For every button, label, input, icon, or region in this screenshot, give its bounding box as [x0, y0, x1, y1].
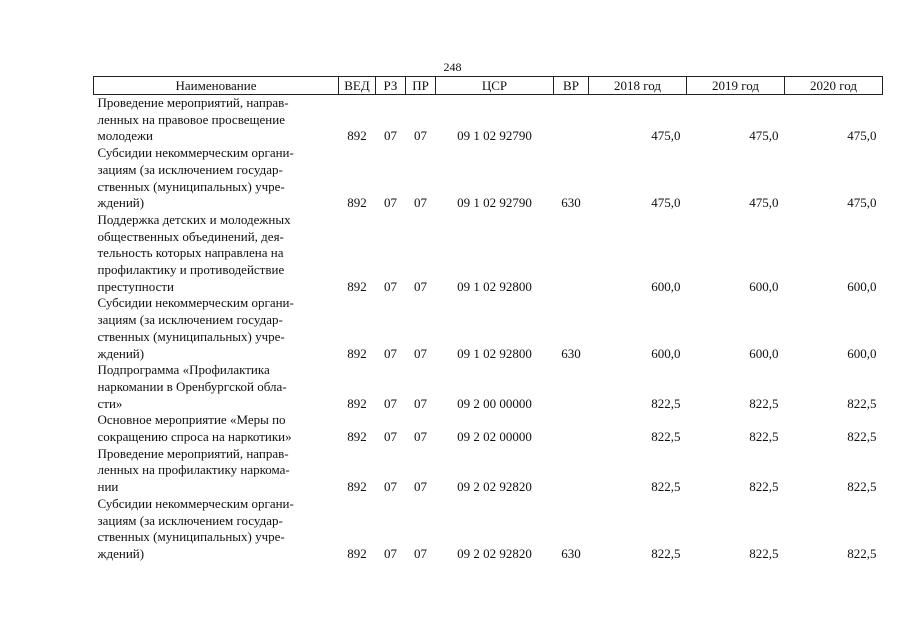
row-csr: 09 2 00 00000 [457, 395, 532, 411]
row-2020: 475,0 [847, 128, 877, 144]
row-rz: 07 [384, 479, 397, 495]
row-csr: 09 1 02 92800 [457, 345, 532, 361]
row-2019: 475,0 [749, 195, 779, 211]
header-vr: ВР [554, 77, 589, 95]
row-name-line: зациям (за исключением государ- [97, 161, 283, 177]
row-ved: 892 [347, 479, 367, 495]
row-2020: 475,0 [847, 195, 877, 211]
row-csr: 09 1 02 92800 [457, 278, 532, 294]
row-2018: 475,0 [651, 195, 681, 211]
row-name-line: общественных объединений, дея- [97, 228, 284, 244]
header-2019: 2019 год [687, 77, 785, 95]
row-name [94, 212, 339, 296]
row-name-line: Основное мероприятие «Меры по [97, 412, 286, 428]
table-row [94, 446, 883, 496]
row-2018: 822,5 [651, 429, 681, 445]
row-name-line: ждений) [97, 345, 145, 361]
row-2019: 822,5 [749, 545, 779, 561]
row-2019: 600,0 [749, 278, 779, 294]
row-ved: 892 [347, 345, 367, 361]
row-name-line: ственных (муниципальных) учре- [97, 328, 285, 344]
row-name-line: ленных на профилактику наркома- [97, 462, 290, 478]
table-body [94, 95, 883, 563]
row-csr: 09 2 02 92820 [457, 479, 532, 495]
header-2020: 2020 год [785, 77, 883, 95]
table-row [94, 145, 883, 212]
row-vr [554, 212, 589, 296]
page-number: 248 [443, 60, 462, 74]
row-name-line: тельность которых направлена на [97, 245, 284, 261]
row-name-line: Субсидии некоммерческим органи- [97, 295, 294, 311]
table-row [94, 95, 883, 146]
row-2020: 822,5 [847, 395, 877, 411]
row-2020: 822,5 [847, 545, 877, 561]
header-name: Наименование [94, 77, 339, 95]
row-ved: 892 [347, 128, 367, 144]
header-2018: 2018 год [589, 77, 687, 95]
row-rz: 07 [384, 429, 397, 445]
row-vr [554, 412, 589, 445]
table-header-row [94, 77, 883, 95]
row-csr: 09 2 02 92820 [457, 545, 532, 561]
table-row [94, 295, 883, 362]
header-ved: ВЕД [339, 77, 376, 95]
row-name-line: Проведение мероприятий, направ- [97, 445, 289, 461]
row-pr: 07 [414, 195, 427, 211]
budget-table [93, 76, 883, 563]
row-name-line: сти» [97, 395, 123, 411]
row-name-line: ленных на правовое просвещение [97, 111, 285, 127]
row-2018: 822,5 [651, 479, 681, 495]
row-name-line: нии [97, 479, 119, 495]
row-2020: 600,0 [847, 345, 877, 361]
row-name-line: профилактику и противодействие [97, 262, 285, 278]
row-2019: 822,5 [749, 479, 779, 495]
row-2020: 822,5 [847, 479, 877, 495]
table-row [94, 212, 883, 296]
row-ved: 892 [347, 429, 367, 445]
row-name-line: ждений) [97, 545, 145, 561]
row-name-line: ждений) [97, 195, 145, 211]
row-vr [554, 446, 589, 496]
row-name-line: Проведение мероприятий, направ- [97, 95, 289, 110]
row-pr: 07 [414, 545, 427, 561]
header-csr: ЦСР [436, 77, 554, 95]
row-ved: 892 [347, 395, 367, 411]
row-rz: 07 [384, 395, 397, 411]
row-2019: 822,5 [749, 395, 779, 411]
row-name-line: наркомании в Оренбургской обла- [97, 378, 287, 394]
row-name-line: зациям (за исключением государ- [97, 312, 283, 328]
row-name [94, 295, 339, 362]
row-2018: 600,0 [651, 278, 681, 294]
row-name-line: Субсидии некоммерческим органи- [97, 145, 294, 161]
table-row [94, 496, 883, 563]
row-pr: 07 [414, 278, 427, 294]
row-name [94, 446, 339, 496]
row-csr: 09 1 02 92790 [457, 128, 532, 144]
row-name [94, 412, 339, 445]
row-pr: 07 [414, 395, 427, 411]
row-vr [554, 95, 589, 146]
row-name-line: ственных (муниципальных) учре- [97, 529, 285, 545]
row-2019: 600,0 [749, 345, 779, 361]
row-rz: 07 [384, 345, 397, 361]
row-name [94, 145, 339, 212]
row-pr: 07 [414, 429, 427, 445]
row-vr: 630 [561, 345, 581, 361]
row-2018: 600,0 [651, 345, 681, 361]
row-2018: 822,5 [651, 545, 681, 561]
row-ved: 892 [347, 195, 367, 211]
row-rz: 07 [384, 278, 397, 294]
row-2020: 822,5 [847, 429, 877, 445]
row-name-line: Субсидии некоммерческим органи- [97, 495, 294, 511]
table-row [94, 412, 883, 445]
row-name-line: сокращению спроса на наркотики» [97, 429, 292, 445]
row-2020: 600,0 [847, 278, 877, 294]
row-name-line: молодежи [97, 128, 153, 144]
row-vr: 630 [561, 195, 581, 211]
row-vr: 630 [561, 545, 581, 561]
row-rz: 07 [384, 545, 397, 561]
row-name [94, 496, 339, 563]
row-2018: 475,0 [651, 128, 681, 144]
header-pr: ПР [406, 77, 436, 95]
row-ved: 892 [347, 545, 367, 561]
row-name-line: Подпрограмма «Профилактика [97, 362, 270, 378]
row-pr: 07 [414, 345, 427, 361]
row-name-line: преступности [97, 278, 174, 294]
header-rz: РЗ [376, 77, 406, 95]
row-2018: 822,5 [651, 395, 681, 411]
row-ved: 892 [347, 278, 367, 294]
row-name [94, 95, 339, 146]
row-name [94, 362, 339, 412]
row-pr: 07 [414, 128, 427, 144]
row-csr: 09 1 02 92790 [457, 195, 532, 211]
row-name-line: Поддержка детских и молодежных [97, 211, 291, 227]
row-pr: 07 [414, 479, 427, 495]
row-rz: 07 [384, 195, 397, 211]
row-2019: 822,5 [749, 429, 779, 445]
row-rz: 07 [384, 128, 397, 144]
row-name-line: ственных (муниципальных) учре- [97, 178, 285, 194]
row-name-line: зациям (за исключением государ- [97, 512, 283, 528]
row-vr [554, 362, 589, 412]
row-2019: 475,0 [749, 128, 779, 144]
row-csr: 09 2 02 00000 [457, 429, 532, 445]
table-row [94, 362, 883, 412]
